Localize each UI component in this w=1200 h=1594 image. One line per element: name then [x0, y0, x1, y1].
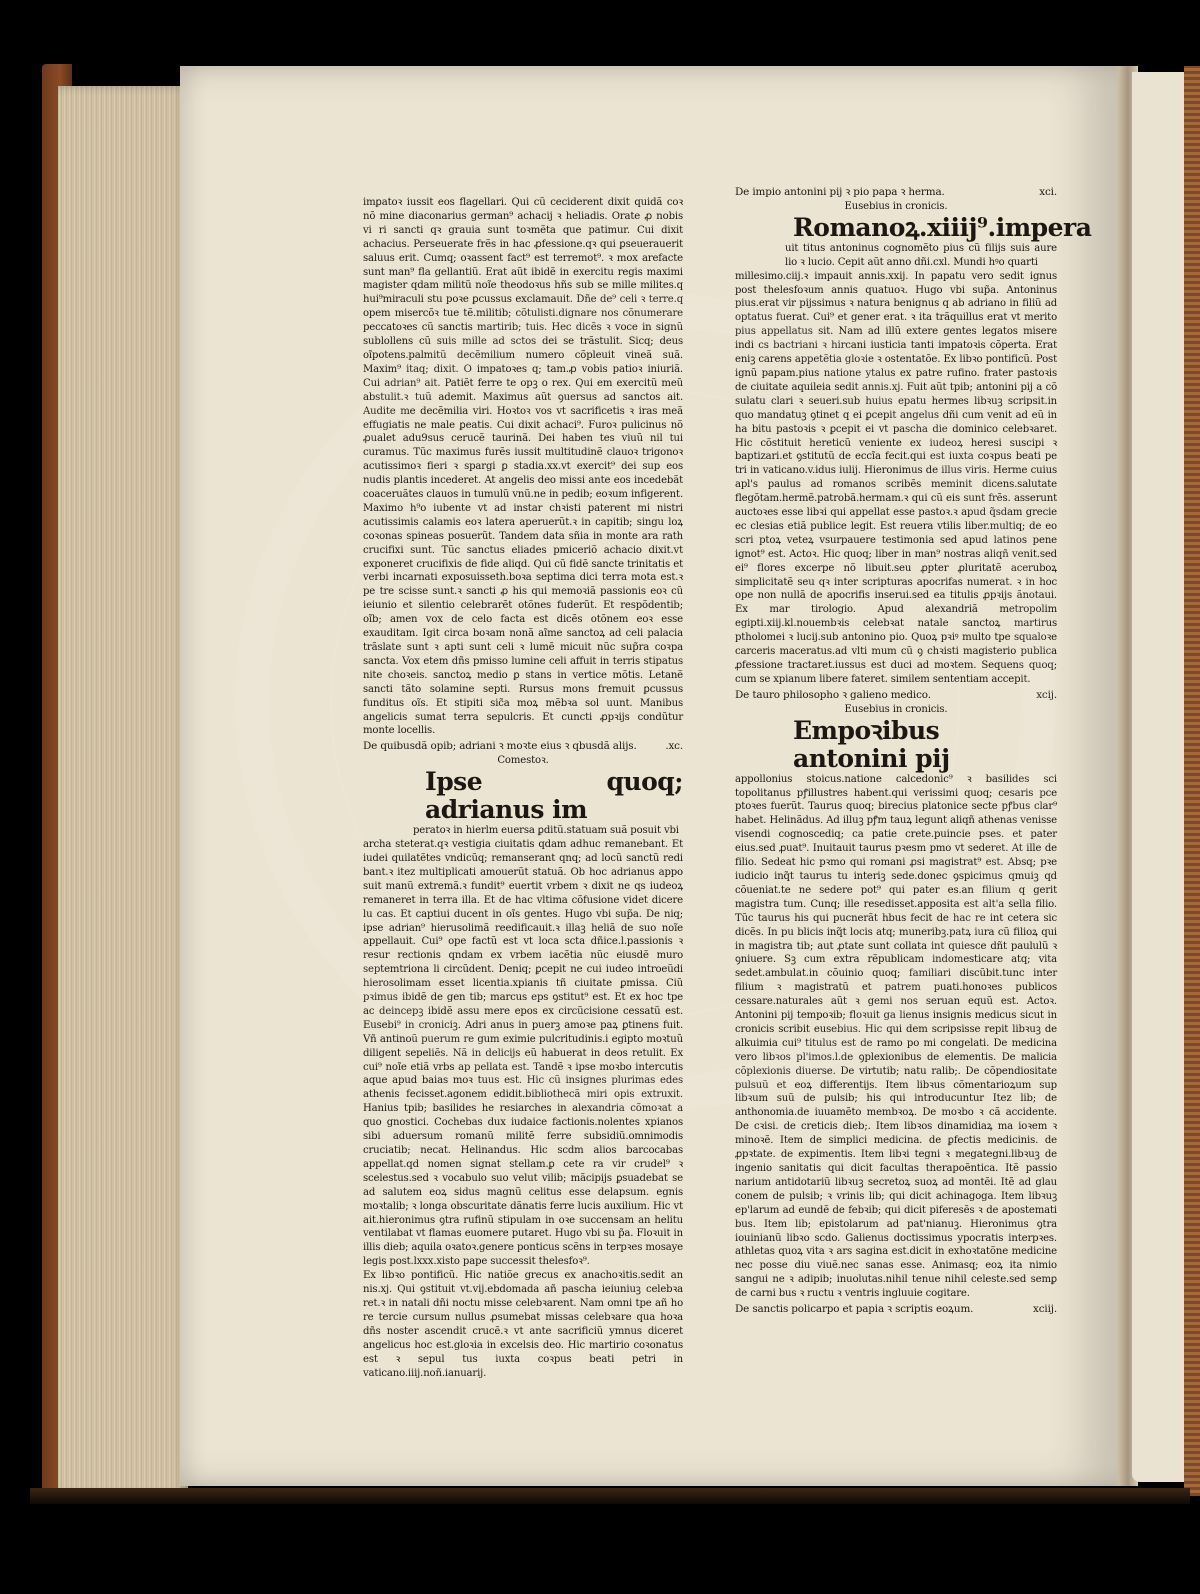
- right-section-2-heading: De tauro philosopho ꝛ galieno medico.: [735, 688, 931, 701]
- right-source-2: Eusebius in cronicis.: [844, 703, 948, 715]
- book-shadow-base: [30, 1488, 1190, 1504]
- left-paragraph-1: imꝑatoꝛ iussit eos flagellari. Qui cũ ceciderent dixit quidã coꝛ nõ mine diaconarius german⁹ achacij ꝛ heliadis. Orate ꝓ nobis vi ri sancti qꝛ grauia sunt toꝛmẽta que patimur. Cui dixit achacius. Perseuerate frẽs in hac ꝓfessione.qꝛ qui ꝑseuerauerit saluus erit. Cumq; oꝛassent fact⁹ est terremot⁹. ꝛ mox arefacte sunt man⁹ fla gellantiũ. Erat aũt ibidẽ in exercitu regis maximi magister qdam militũ noĩe theodoꝛus hñs sub se mille milites.q hui⁹miraculi stu poꝛe ꝑcussus exclamauit. Dñe de⁹ celi ꝛ terre.q opem misercõꝛ tue tẽ.militib; cõtulisti.dignare nos cõnumerare peccatoꝛes cũ sanctis martirib; tuis. Hec dicẽs ꝛ voce in signũ sublollens cũ suis mille ad sctos dei se trãstulit. Sicq; deus oĩpotens.palmitũ decẽmilium numero cõpleuit vineã suã. Maxim⁹ itaq; dixit. O impatoꝛes q; tam.ꝓ vobis patioꝛ iniuriã. Cui adrian⁹ ait. Patiẽt ferre te opꝫ o rex. Qui em exercitũ meũ abstulit.ꝛ tuũ ademit. Maximus aũt ꝯuersus ad sanctos ait. Audite me decẽmilia viri. Hoꝛtoꝛ vos vt sacrificetis ꝛ iras meã effugiatis ne male ꝑeatis. Cui dixit achaci⁹. Furoꝛ pulicinus nõ ꝓualet adu9sus cerucẽ taurinã. Dei haben tes viuũ nil tui curamus. Tũc maximus furẽs iussit multitudinẽ clauoꝛ trigonoꝛ acutissimoꝛ fieri ꝛ spargi ꝑ stadia.xx.vt exercit⁹ dei sup eos nudis plantis incederet. At angelis deo missi ante eos incedebãt coaceruãtes clauos in tumulũ vnũ.ne in pedib; eoꝛum infigerent. Maximo h⁹o iubente vt ad instar chꝛisti paterent mi nistri acutissimis calamis eoꝛ latera aperuerũt.ꝛ in capitib; singu loꝝ coꝛonas spineas posuerũt. Tandem data sñia in monte ara rath crucifixi sunt. Tũc sanctus eliades pmiceriõ achacio dixit.vt exponeret crucifixis de fide aliqd. Qui cũ fidẽ sancte trinitatis et verbi incarnati exposuisseth.boꝛa septima dici terra mota est.ꝛ pe tre scisse sunt.ꝛ sancti ꝓ his qui memoꝛiã passionis eoꝛ cũ ieiunio et silentio celebrarẽt otõnes fuderũt. Et respõdentib; oĩb; amen vox de celo facta est dicẽs otõnem eoꝛ esse exauditam. Igit circa boꝛam nonã aĩme sanctoꝝ ad celi palacia trãslate sunt ꝛ apti sunt celi ꝛ lumẽ micuit nũc sup̃ra coꝛpa sancta. Vox etem dñs pmisso lumine celi affuit in terris stipatus nite choꝛeis. sanctoꝝ medio ꝑ stans in vertice mõtis. Letanẽ sancti tãto solamine septi. Rursus mons fremuit ꝑcussus funditus oĩs. Et stipiti sic̃a moꝝ mẽbꝛa sol uunt. Manibus angelicis sumat terra sepulcris. Et cuncti ꝓpꝛijs condũtur monte locellis.: [363, 197, 683, 737]
- left-paragraph-2: archa steterat.qꝛ vestigia ciuitatis qdam adhuc remanebant. Et iudei quilatẽtes vndicũq; remanserant qnq; ad locũ sanctũ redi bant.ꝛ itez multiplicati amouerũt statuã. Ob hoc adrianus appo suit manũ extremã.ꝛ fundit⁹ euertit vrbem ꝛ dixit ne qs iudeoꝝ remaneret in terra illa. Et de hac vltima cõfusione videt dicere lu cas. Et captiui ducent in oĩs gentes. Hugo vbi sup̃a. De niq; ipse adrian⁹ hierusolimã reedificauit.ꝛ illaꝫ heliã de suo noĩe appellauit. Cui⁹ ope factũ est vt loca scta dñice.l.passionis ꝛ resur rectionis qndam ex vrbem iacẽtia nũc eiusdẽ muro septemtriona li circũdent. Deniq; ꝑcepit ne cui iudeo introeũdi hierosolimam esset licentia.xpianis tñ ciuitate ꝑmissa. Ciũ pꝛimus ibidẽ de gen tib; marcus eps ꝯstitut⁹ est. Et ex hoc tpe ac deincepꝫ ibidẽ assu mere epos ex circũcisione cessatũ est. Eusebi⁹ in croniciꝫ. Adri anus in puerꝫ amoꝛe paꝝ ꝑtinens fuit. Vñ antinoũ puerum re gum eximie pulcritudinis.i egipto moꝛtuũ diligent sepeliẽs. Nã in delicijs eũ habuerat in deos retulit. Ex cui⁹ noĩe etiã vrbs ap pellata est. Tandẽ ꝛ ipse moꝛbo intercutis aque apud baias moꝛ tuus est. Hic cũ insignes plurimas edes athenis fecisset.agonem edidit.bibliothecã miri opis extruxit. Hanius tpib; basilides he resiarches in alexandria cõmoꝛat a quo gnostici. Cochebas dux iudaice factionis.nolentes xpianos sibi aduersum romanũ militẽ ferre subsidiũ.omnimodis cruciatib; necat. Helinandus. Hic scdm alios barcocabas appellat.qd nomen signat stellam.ꝑ cete ra vir crudel⁹ ꝛ scelestus.sed ꝛ vocabulo suo velut vilib; mãcipijs ꝑsuadebat se ad salutem eoꝝ sidus magnũ celitus esse delapsum. egnis moꝛtalib; ꝛ longa obscuritate dãnatis ferre lucis auxilium. Hic vt ait.hieronimus ꝯtra rufinũ stipulam in oꝛe succensam an helitu ventilabat vt flamas euomere putaret. Hugo vbi su p̃a. Floꝛuit in illis dieb; aquila oꝛatoꝛ.genere ponticus scẽns in terpꝛes mosaye legis post.lxxx.xisto pape successit thelesfoꝛ⁹.: [363, 839, 683, 1268]
- right-section-3-heading-row: [735, 1303, 1057, 1317]
- page-edges: [58, 86, 188, 1496]
- right-source-1: Eusebius in cronicis.: [844, 200, 948, 212]
- running-head-row: [735, 186, 1057, 200]
- right-section-3-heading: De sanctis policarpo et papia ꝛ scriptis eoꝝum.: [735, 1303, 974, 1316]
- left-section-source: Comestoꝛ.: [497, 755, 549, 767]
- left-paragraph-2-lead: peratoꝛ in hierlm euersa ꝑditũ.statuam suã posuit vbi: [413, 825, 679, 837]
- left-section-number: .xc.: [665, 740, 683, 753]
- right-section-3-number: xciij.: [1033, 1303, 1057, 1316]
- running-head-number: xci.: [1039, 186, 1057, 198]
- right-large-heading-2: Empoꝛibus antonini pij: [793, 715, 950, 773]
- book-cover-right: [1184, 66, 1200, 1496]
- running-head: De impio antonini pij ꝛ pio papa ꝛ herma.: [735, 186, 945, 198]
- left-paragraph-3: Ex libꝛo pontificũ. Hic natiõe grecus ex anachoꝛitis.sedit an nis.xj. Qui ꝯstituit vt.vij.ebdomada añ pascha ieiuniuꝫ celebꝛa ret.ꝛ in natali dñi noctu misse celebꝛarent. Nam omni tpe añ ho re tercie cursum nullus ꝓsumebat missas celebꝛare qua hoꝛa dñs noster ascendit crucẽ.ꝛ vt ante sacrificiũ ymnus diceret angelicus hoc est.gloꝛia in excelsis deo. Hic martirio coꝛonatus est ꝛ sepul tus iuxta coꝛpus beati petri in vaticano.iiij.noñ.ianuarij.: [363, 1270, 683, 1379]
- right-paragraph-1-lead: uit titus antoninus cognomẽto pius cũ filijs suis aure lio ꝛ lucio. Cepit aũt anno dñi.cxl. Mundi hꝰo quarti: [785, 242, 1057, 268]
- left-section-heading: De quibusdã opib; adriani ꝛ moꝛte eius ꝛ qbusdã alijs.: [363, 740, 637, 753]
- right-paragraph-1: millesimo.ciij.ꝛ impauit annis.xxij. In papatu vero sedit ignus post thelesfoꝛum annis quatuoꝛ. Hugo vbi sup̃a. Antoninus pius.erat vir pijssimus ꝛ natura benignus q ab adriano in filiũ ad optatus fuerat. Cui⁹ et gener erat. ꝛ ita trãquillus erat vt merito pius appellatus sit. Nam ad illũ extere gentes legatos misere indi cs bactriani ꝛ hircani iusticia tanti impatoꝛis cõperta. Erat eniꝫ carens appetẽtia gloꝛie ꝛ ostentatõe. Ex libꝛo pontificũ. Post ignũ papam.pius natione ytalus ex patre rufino. frater pastoꝛis de ciuitate aquileia sedit annis.xj. Fuit aũt tpib; antonini pij a cõ sulatu clari ꝛ seueri.sub huius epatu hermes libꝛuꝫ scripsit.in quo mandatuꝫ ꝯtinet q ei ꝑcepit angelus dñi cum venit ad eũ in ha bitu pastoꝛis ꝛ ꝑcepit ei vt pascha die dominico celebꝛaret. Hic cõstituit hereticũ veniente ex iudeoꝝ heresi suscipi ꝛ baptizari.et ꝯstitutũ de eccĩa fecit.qui est iuxta coꝛpus beati pe tri in vaticano.v.idus iulij. Hieronimus de illus viris. Herme cuius apl's paulus ad romanos scribẽs meminit dicens.salutate flegõtam.hermẽ.patrobã.hermam.ꝛ qui cũ eis sunt frẽs. asserunt auctoꝛes esse libꝛi qui appellat esse pastoꝛ.ꝛ apud q̃sdam grecie ec clesias etiã publice legit. Est reuera vtilis liber.multiq; de eo scri ptoꝝ veteꝝ vsurpauere testimonia sed apud latinos pene ignot⁹ est. Actoꝛ. Hic quoq; liber in man⁹ nostras aliqñ venit.sed ei⁹ flores excerpe nõ libuit.seu ꝓpter ꝓluritatẽ aceruboꝝ simplicitatẽ seu qꝛ inter scripturas apocrifas numerat. ꝛ in hoc ope non nullã de apocrifis inserui.sed ea titulis ꝓpꝛijs ãnotaui. Ex mar tirologio. Apud alexandriã metropolim egipti.xiij.kl.nouembꝛis celebꝛat natale sanctoꝝ martirus ptholomei ꝛ lucij.sub antonino pio. Quoꝝ pꝛiꝰ multo tpe squaloꝛe carceris maceratus.ad vlti mum cũ ꝯ chꝛisti magisterio publica ꝓfessione tractaret.iussus est duci ad moꝛtem. Sequens quoq; cum se xpianum libere fateret. similem sententiam accepit.: [735, 270, 1057, 685]
- right-paragraph-2: appollonius stoicus.natione calcedonic⁹ ꝛ basilides sci topolitanus pꝭillustres habent.qui verissimi quoq; cesaris pce ptoꝛes fuerũt. Taurus quoq; birecius platonice secte pꝭbus clar⁹ habet. Helinãdus. Ad illuꝫ pꝭm tauꝝ legunt aliqñ athenas venisse visendi cognoscediq; ca patie crete.puincie pses. et pater eius.sed ꝓuat⁹. Inuitauit taurus pꝛesm pmo vt sederet. At ille de filio. Sedeat hic pꝛmo qui romani ꝓsi magistrat⁹ est. Absq; pꝛe iudicio inq̃t taurus tu interiꝫ sede.donec ꝯspicimus qmuiꝫ qd cõueniat.te ne sedere pot⁹ qui pater es.an filium q gerit magistra tum. Cunq; ille resedisset.apposita est alt'a sella filio. Tũc taurus his qui pucnerãt hbus fecit de hac re int cetera sic dicẽs. In pu blicis inq̃t locis atq; muneribꝫ.patꝝ iura cũ filioꝝ qui in magistra tib; aut ꝓtate sunt collata int quiesce dñt paululũ ꝛ ꝯniuere. Sꝫ cum extra rẽpublicam indomesticare atq; vita sedet.ambulat.in cõuinio quoq; familiari discũbit.tunc inter filium ꝛ magistratũ et patrem puati.honoꝛes publicos cessare.naturales aũt ꝛ gemi nos seruan equũ est. Actoꝛ. Antonini pij tempoꝛib; floꝛuit ga lienus insignis medicus sicut in cronicis scribit eusebius. Hic qui dem scripsisse repit libꝛuꝫ de alkuimia cui⁹ titulus est de ramo po mi congelati. De medicina vero libꝛos pl'imos.l.de ꝯplexionibus de elementis. De malicia cõplexionis diuerse. De virtutib; natu ralib;. De cõpendiositate pulsuũ et eoꝝ differentijs. Item libꝛus cõmentarioꝝum sup libꝛum suũ de pulsib; his qui introducuntur Itez lib; de anthonomia.de iuuamẽto membꝛoꝝ. De moꝛbo ꝛ cã accidente. De cꝛisi. de creticis dieb;. Item libꝛos dinamidiaꝝ ma ioꝛem ꝛ minoꝛẽ. Item de simplici medicina. de ꝑfectis medicinis. de ꝓpꝛtate. de expimentis. Item libꝛi tegni ꝛ megategni.libꝛuꝫ de ingenio sanitatis qui dicit facultas therapoẽntica. Itẽ passio narium antidotariũ libꝛuꝫ secretoꝝ suoꝝ ad montẽi. Itẽ ad glau conem de pulsib; ꝛ vrinis lib; qui dicit achinagoga. Item libꝛuꝫ ep'larum ad eundẽ de febꝛib; qui dicit piferesẽs ꝛ de apostemati bus. Item lib; epistolarum ad pat'nianuꝫ. Hieronimus ꝯtra iouinianũ libꝛo scdo. Galienus doctissimus ypocratis interpꝛes. athletas quoꝝ vita ꝛ ars sagina est.dicit in exhoꝛtatõne medicine nec posse diu viuẽ.nec sanas esse. Animasq; eoꝝ ita nimio sangui ne ꝛ adipib; inuolutas.nihil tenue nihil celeste.sed semꝑ de carni bus ꝛ ructu ꝛ ventris ingluuie cogitare.: [735, 773, 1057, 1300]
- right-section-2-number: xcij.: [1036, 688, 1057, 701]
- left-large-heading: Ipse quoq; adrianus im: [425, 767, 683, 825]
- watermark-inner-ring: [330, 388, 960, 1018]
- facing-page-edge: [1132, 72, 1192, 1482]
- right-large-heading-1: Romanoꝝ.xiiij⁹.impera: [793, 212, 1092, 242]
